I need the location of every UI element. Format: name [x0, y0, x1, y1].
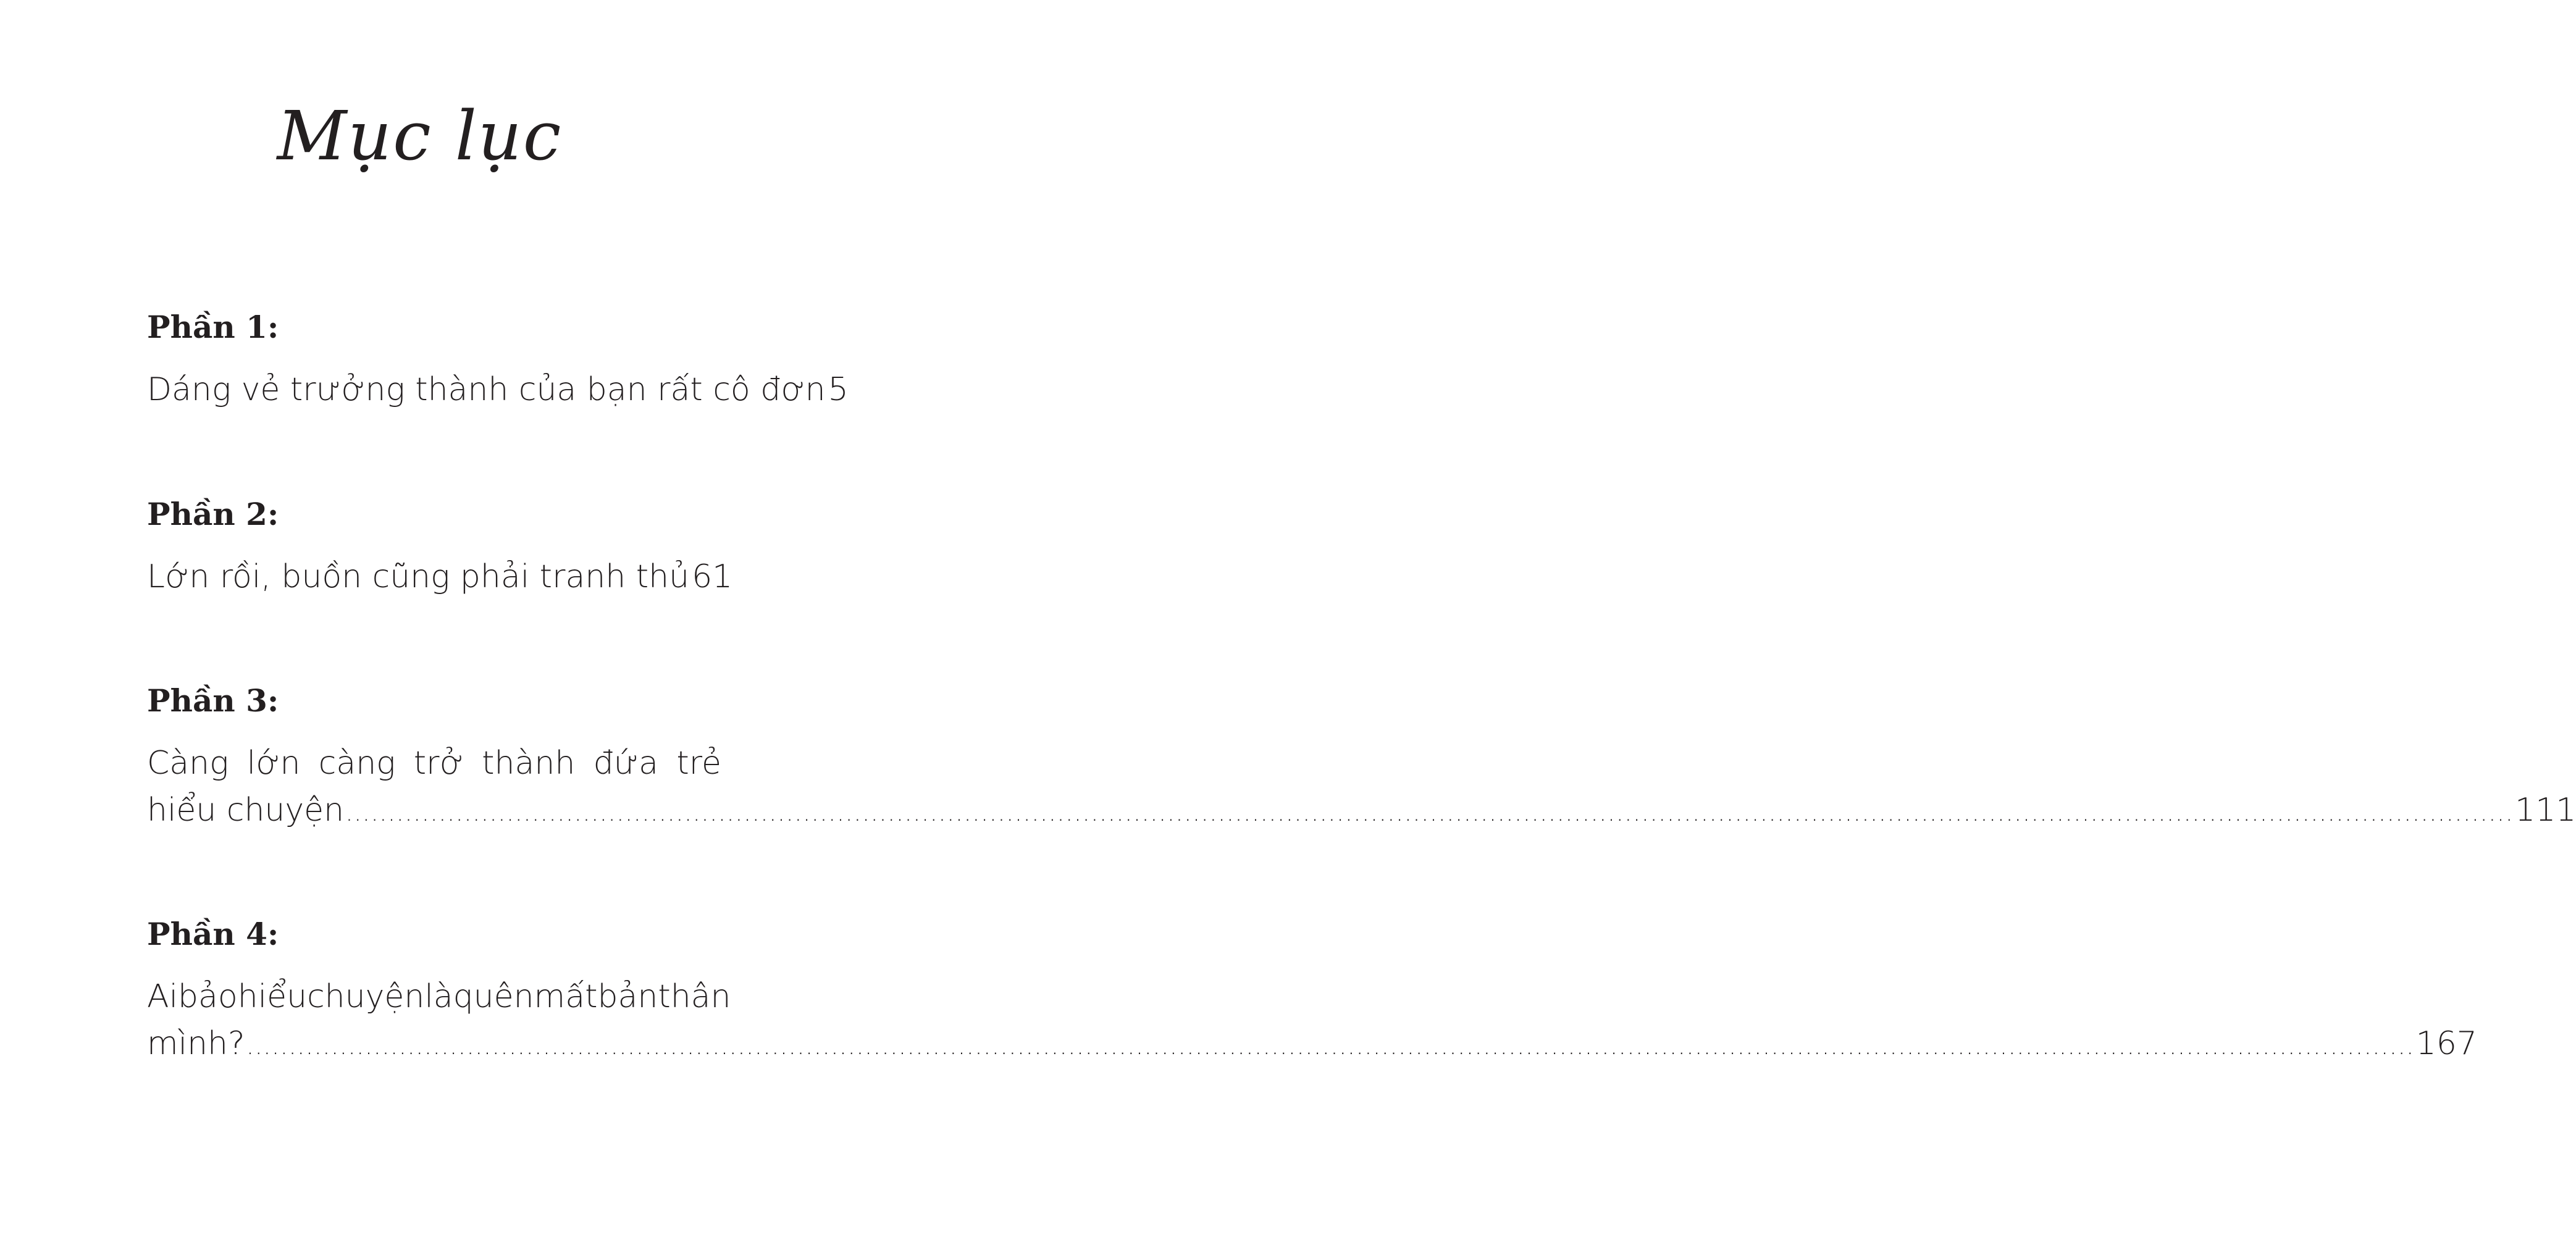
page-number: 167	[2415, 1025, 2477, 1062]
toc-entry[interactable]	[147, 553, 733, 603]
toc-section-1	[147, 309, 849, 416]
toc-entry[interactable]	[147, 973, 2477, 1070]
entry-word: Càng	[147, 745, 229, 782]
leader-dots	[345, 787, 2514, 836]
entry-word: đứa	[593, 745, 658, 782]
entry-word: thành	[482, 745, 576, 782]
entry-word: mất	[534, 978, 598, 1015]
toc-section-3	[147, 682, 2576, 836]
entry-title: hiểu chuyện	[147, 792, 345, 829]
entry-word: trẻ	[676, 745, 721, 782]
toc-entry[interactable]	[147, 366, 849, 416]
toc-section-2	[147, 496, 733, 603]
leader-dots	[246, 1020, 2415, 1070]
entry-word: bản	[597, 978, 658, 1015]
entry-word: chuyện	[307, 978, 425, 1015]
part-heading: Phần 1:	[147, 309, 279, 345]
entry-title: Dáng vẻ trưởng thành của bạn rất cô đơn	[147, 371, 826, 408]
toc-entry[interactable]	[147, 740, 2576, 836]
entry-word: hiểu	[237, 978, 308, 1015]
page-number: 111	[2515, 792, 2576, 829]
entry-first-line	[147, 973, 731, 1020]
entry-word: trở	[413, 745, 464, 782]
entry-word: thân	[658, 978, 731, 1015]
page-title: Mục lục	[277, 96, 563, 175]
part-heading: Phần 4:	[147, 916, 279, 952]
entry-word: quên	[453, 978, 534, 1015]
toc-section-4	[147, 916, 2477, 1070]
entry-word: Ai	[147, 978, 178, 1015]
part-heading: Phần 2:	[147, 496, 279, 532]
part-heading: Phần 3:	[147, 682, 279, 719]
entry-first-line	[147, 740, 721, 787]
page-number: 61	[692, 558, 733, 595]
page-number: 5	[828, 371, 849, 408]
entry-title: Lớn rồi, buồn cũng phải tranh thủ	[147, 558, 690, 595]
entry-word: càng	[318, 745, 396, 782]
entry-word: bảo	[178, 978, 238, 1015]
entry-title: mình?	[147, 1025, 245, 1062]
entry-word: lớn	[246, 745, 301, 782]
entry-word: là	[424, 978, 453, 1015]
